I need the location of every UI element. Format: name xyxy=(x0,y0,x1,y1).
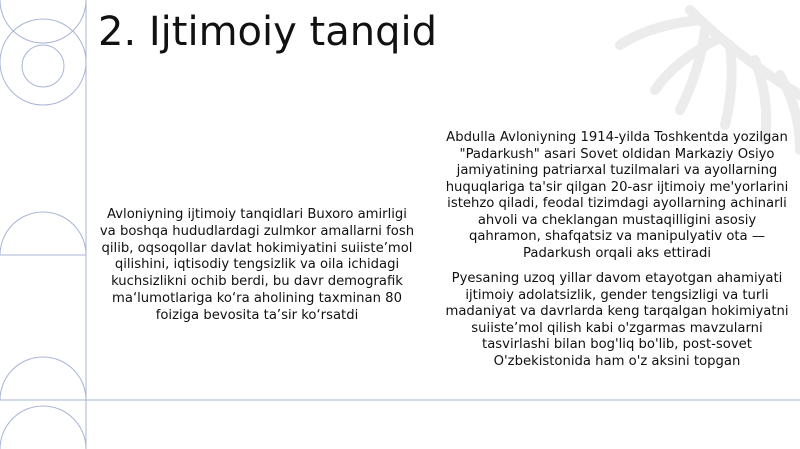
right-paragraph-1: Abdulla Avloniyning 1914-yilda Toshkentda yozilgan "Padarkush" asari Sovet oldidan Markaziy Osiyo jamiyatining patriarxal tuzilmalari va ayollarning huquqlariga ta'sir qilgan 20-asr ijtimoiy me'yorlarini istehzo qiladi, feodal tizimdagi ayollarning achinarli ahvoli va cheklangan mustaqilligini asosiy qahramon, shafqatsiz va manipulyativ ota — Padarkush orqali aks ettiradi xyxy=(445,130,789,261)
bottom-semicircle xyxy=(0,406,86,449)
inner-circle xyxy=(22,45,64,87)
right-paragraph-2: Pyesaning uzoq yillar davom etayotgan ahamiyati ijtimoiy adolatsizlik, gender tengsizligi va turli madaniyat va davrlarda keng tarqalgan hokimiyatni suiiste’mol qilish kabi o'zgarmas mavzularni tasvirlashi bilan bog'liq bo'lib, post-sovet O'zbekistonida ham o'z aksini topgan xyxy=(445,271,789,369)
outer-circle xyxy=(0,19,86,105)
top-arc xyxy=(0,0,86,43)
page-title: 2. Ijtimoiy tanqid xyxy=(98,9,437,55)
lower-semicircle xyxy=(0,357,86,400)
left-paragraph: Avloniyning ijtimoiy tanqidlari Buxoro amirligi va boshqa hududlardagi zulmkor amallarni fosh qilib, oqsoqollar davlat hokimiyatini suiiste’mol qilishini, iqtisodiy tengsizlik va oila ichidagi kuchsizlikni ochib berdi, bu davr demografik ma‘lumotlariga ko‘ra aholining taxminan 80 foiziga bevosita ta’sir ko‘rsatdi xyxy=(99,207,415,323)
leaf-watermark xyxy=(620,10,800,150)
right-column xyxy=(444,130,790,370)
middle-semicircle xyxy=(0,212,86,255)
